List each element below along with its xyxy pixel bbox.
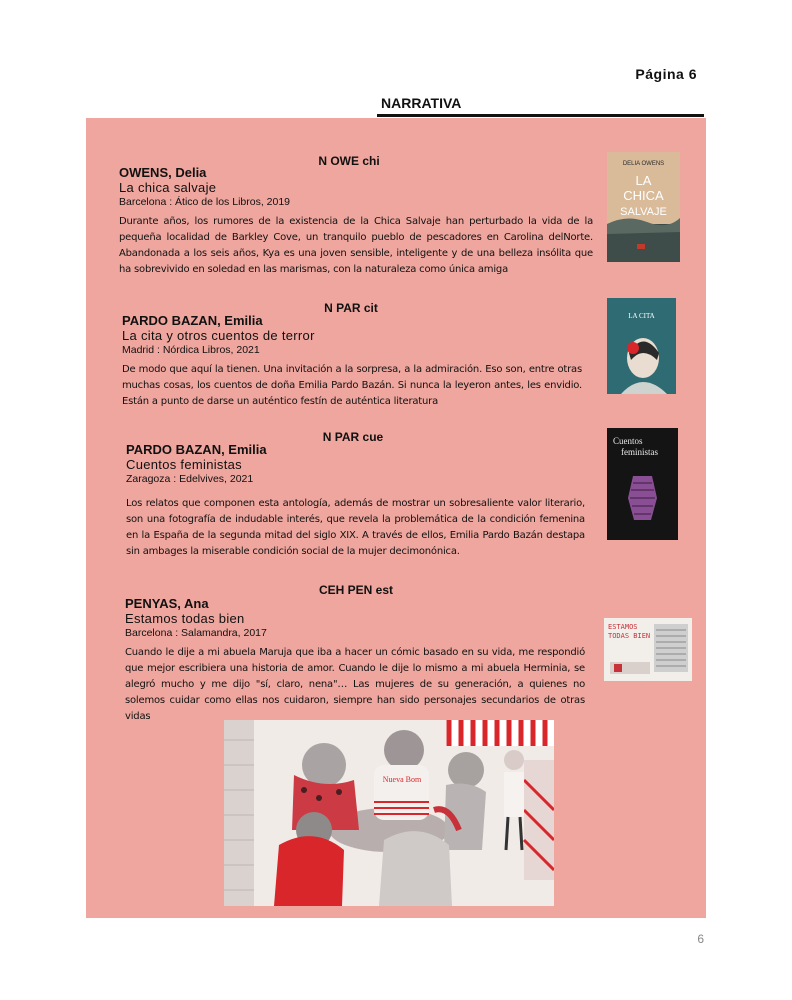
cover-title-line: TODAS BIEN: [608, 632, 651, 640]
book-cover: [604, 618, 692, 681]
cover-author: DELIA OWENS: [622, 161, 665, 167]
callno: N OWE chi: [318, 154, 380, 168]
book-cover: [607, 152, 680, 262]
callno: N PAR cit: [324, 301, 378, 315]
author: OWENS, Delia: [119, 165, 207, 180]
page-label: Página 6: [635, 66, 697, 82]
cover-title: LA CITA: [628, 312, 655, 320]
sign-text: Nueva Bom: [382, 775, 422, 784]
book-entry: [125, 597, 585, 725]
cover-title-line: ESTAMOS: [608, 623, 638, 631]
callno: N PAR cue: [322, 430, 384, 444]
author: PENYAS, Ana: [125, 596, 209, 611]
description: De modo que aquí la tienen. Una invitación a la sorpresa, a la admiración. Eso son, entre otras muchas cosas, los cuentos de doña Emilia Pardo Bazán. Si nunca la leyeron antes, les envidio. Están a punto de darse un auténtico festín de auténtica literatura: [122, 364, 582, 407]
description: Cuando le dije a mi abuela Maruja que iba a hacer un cómic basado en su vida, me respondió que mejor escribiera una historia de amor. Cuando le dije lo mismo a mi abuela Herminia, se alegró mucho y me dijo "sí, claro, nena"… Las mujeres de su generación, a quienes no solemos cuidar como ellas nos cuidaron, siempre han sido personajes secundarios de otras vidas: [125, 647, 585, 722]
imprint: Zaragoza : Edelvives, 2021: [126, 473, 254, 485]
book-entry: [126, 443, 585, 560]
comic-illustration: [224, 720, 554, 906]
callno: CEH PEN est: [318, 583, 394, 597]
imprint: Barcelona : Salamandra, 2017: [125, 627, 267, 639]
book-cover: [607, 298, 676, 394]
imprint: Madrid : Nórdica Libros, 2021: [122, 344, 260, 356]
description: Los relatos que componen esta antología, además de mostrar un sobresaliente valor literario, son una fotografía de indudable interés, que revela la problemática de la condición femenina en la España de la segunda mitad del siglo XIX. A través de ellos, Emilia Pardo Bazán destapa sin ambages la miserable condición social de la mujer decimonónica.: [126, 498, 585, 557]
cover-title-line: SALVAJE: [620, 206, 667, 218]
book-entry: [122, 314, 582, 410]
author: PARDO BAZAN, Emilia: [122, 313, 263, 328]
imprint: Barcelona : Ático de los Libros, 2019: [119, 196, 291, 208]
book-title: La cita y otros cuentos de terror: [122, 328, 315, 343]
content-panel: [86, 118, 706, 918]
section-rule: [377, 114, 704, 117]
book-title: Cuentos feministas: [126, 457, 242, 472]
cover-title-line: CHICA: [623, 188, 664, 203]
cover-title-line: Cuentos: [613, 436, 643, 446]
section-title: NARRATIVA: [381, 95, 462, 111]
cover-title-line: LA: [635, 173, 652, 188]
book-title: La chica salvaje: [119, 180, 217, 195]
book-cover: [607, 428, 678, 540]
page-number: 6: [697, 932, 704, 946]
description: Durante años, los rumores de la existencia de la Chica Salvaje han perturbado la vida de la pequeña localidad de Barkley Cove, un tranquilo pueblo de pescadores en Carolina delNorte. Abandonada a los seis años, Kya es una joven sensible, inteligente y de una belleza insólita que ha sobrevivido en soledad en las marismas, con la naturaleza como única amiga: [119, 216, 593, 275]
book-entry: [119, 166, 593, 278]
author: PARDO BAZAN, Emilia: [126, 442, 267, 457]
book-title: Estamos todas bien: [125, 611, 245, 626]
cover-title-line: feministas: [621, 447, 658, 457]
